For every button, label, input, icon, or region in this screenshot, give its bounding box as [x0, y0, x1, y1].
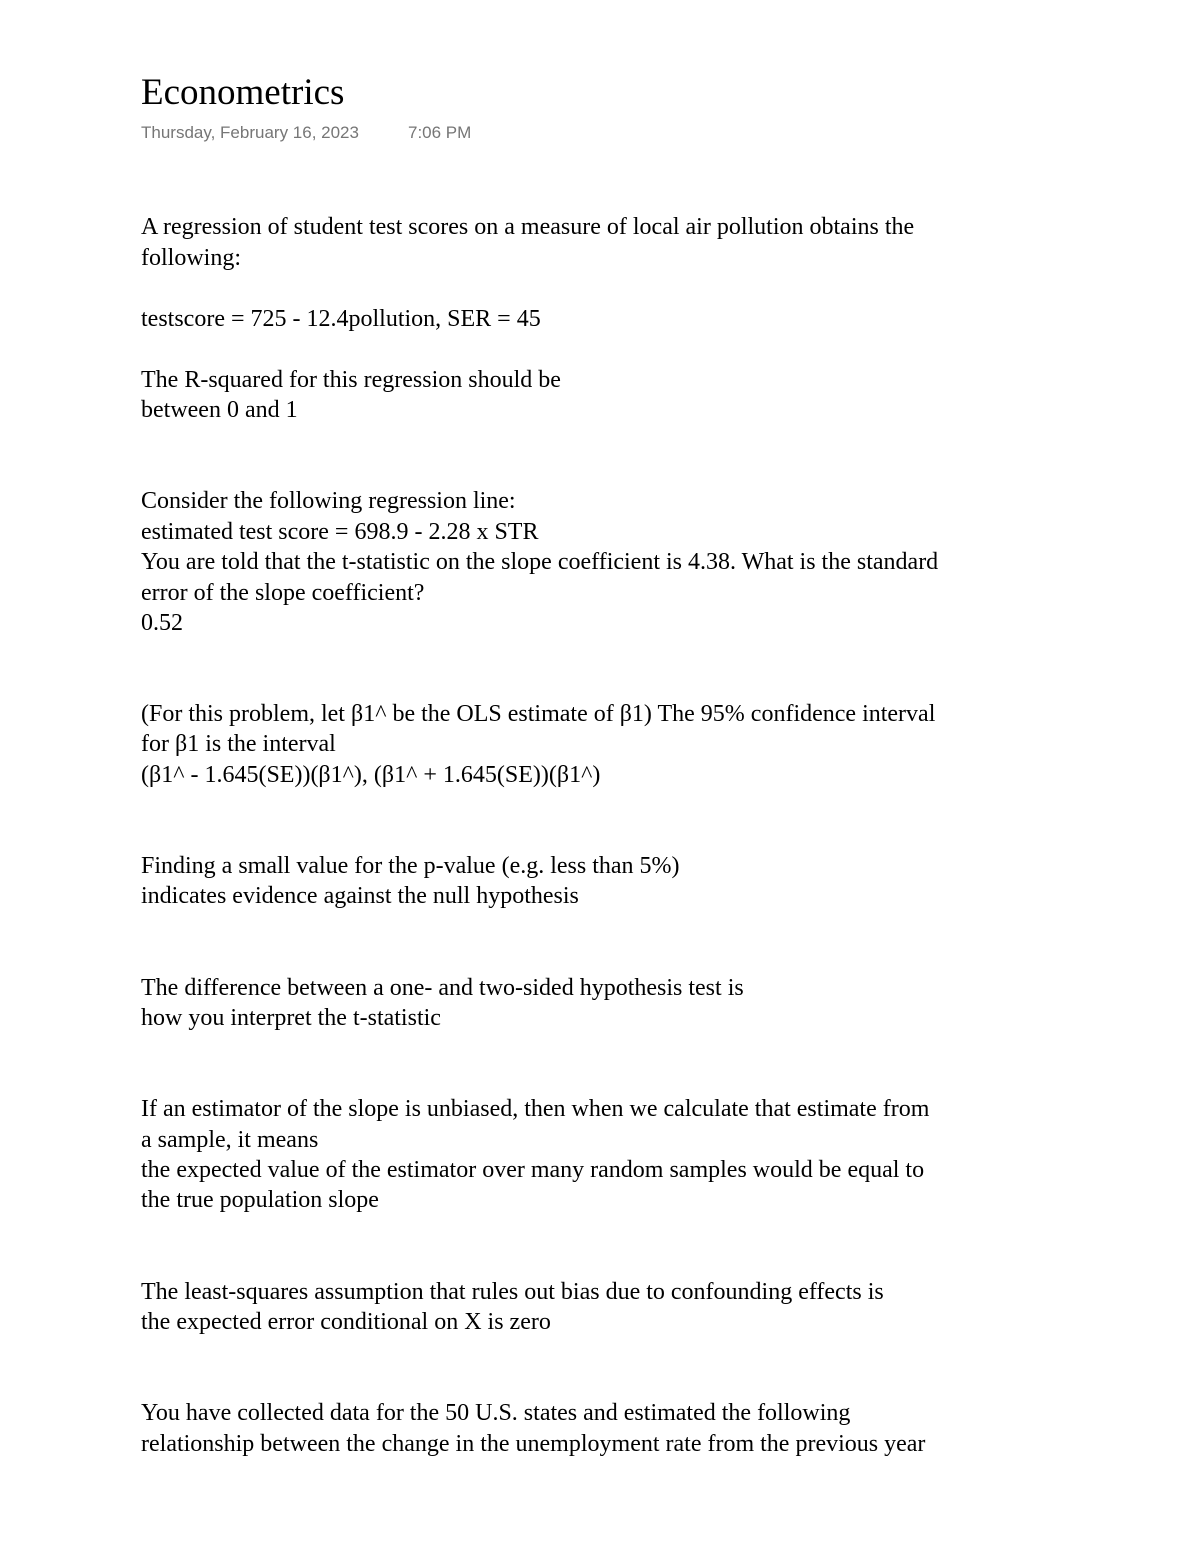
question-7-answer-line-1: the expected value of the estimator over many random samples would be equal to — [141, 1157, 925, 1183]
question-5-prompt: Finding a small value for the p-value (e.g. less than 5%) — [141, 853, 680, 879]
question-1-line-2: following: — [141, 245, 241, 271]
question-5-answer: indicates evidence against the null hypothesis — [141, 883, 579, 909]
question-7-line-2: a sample, it means — [141, 1127, 319, 1153]
question-8-answer: the expected error conditional on X is zero — [141, 1309, 551, 1335]
question-4-line-1: (For this problem, let β1^ be the OLS estimate of β1) The 95% confidence interval — [141, 701, 936, 727]
question-6-answer: how you interpret the t-statistic — [141, 1005, 441, 1031]
question-1-line-1: A regression of student test scores on a measure of local air pollution obtains the — [141, 214, 915, 240]
question-7-line-1: If an estimator of the slope is unbiased, then when we calculate that estimate from — [141, 1096, 930, 1122]
note-date: Thursday, February 16, 2023 — [141, 123, 359, 142]
question-3-line-3: You are told that the t-statistic on the slope coefficient is 4.38. What is the standard — [141, 549, 939, 575]
question-2-prompt: The R-squared for this regression should be — [141, 367, 561, 393]
question-9-line-1: You have collected data for the 50 U.S. states and estimated the following — [141, 1400, 851, 1426]
question-4-answer: (β1^ - 1.645(SE))(β1^), (β1^ + 1.645(SE))(β1^) — [141, 762, 601, 788]
question-9-line-2: relationship between the change in the unemployment rate from the previous year — [141, 1431, 926, 1457]
question-1-equation: testscore = 725 - 12.4pollution, SER = 45 — [141, 306, 541, 332]
question-2-answer: between 0 and 1 — [141, 397, 298, 423]
question-3-answer: 0.52 — [141, 610, 183, 636]
page-title: Econometrics — [141, 72, 345, 113]
question-3-line-1: Consider the following regression line: — [141, 488, 516, 514]
question-4-line-2: for β1 is the interval — [141, 731, 336, 757]
question-3-equation: estimated test score = 698.9 - 2.28 x STR — [141, 519, 539, 545]
question-3-line-4: error of the slope coefficient? — [141, 580, 425, 606]
question-8-prompt: The least-squares assumption that rules out bias due to confounding effects is — [141, 1279, 884, 1305]
note-time: 7:06 PM — [408, 123, 472, 142]
question-7-answer-line-2: the true population slope — [141, 1187, 379, 1213]
question-6-prompt: The difference between a one- and two-sided hypothesis test is — [141, 975, 744, 1001]
